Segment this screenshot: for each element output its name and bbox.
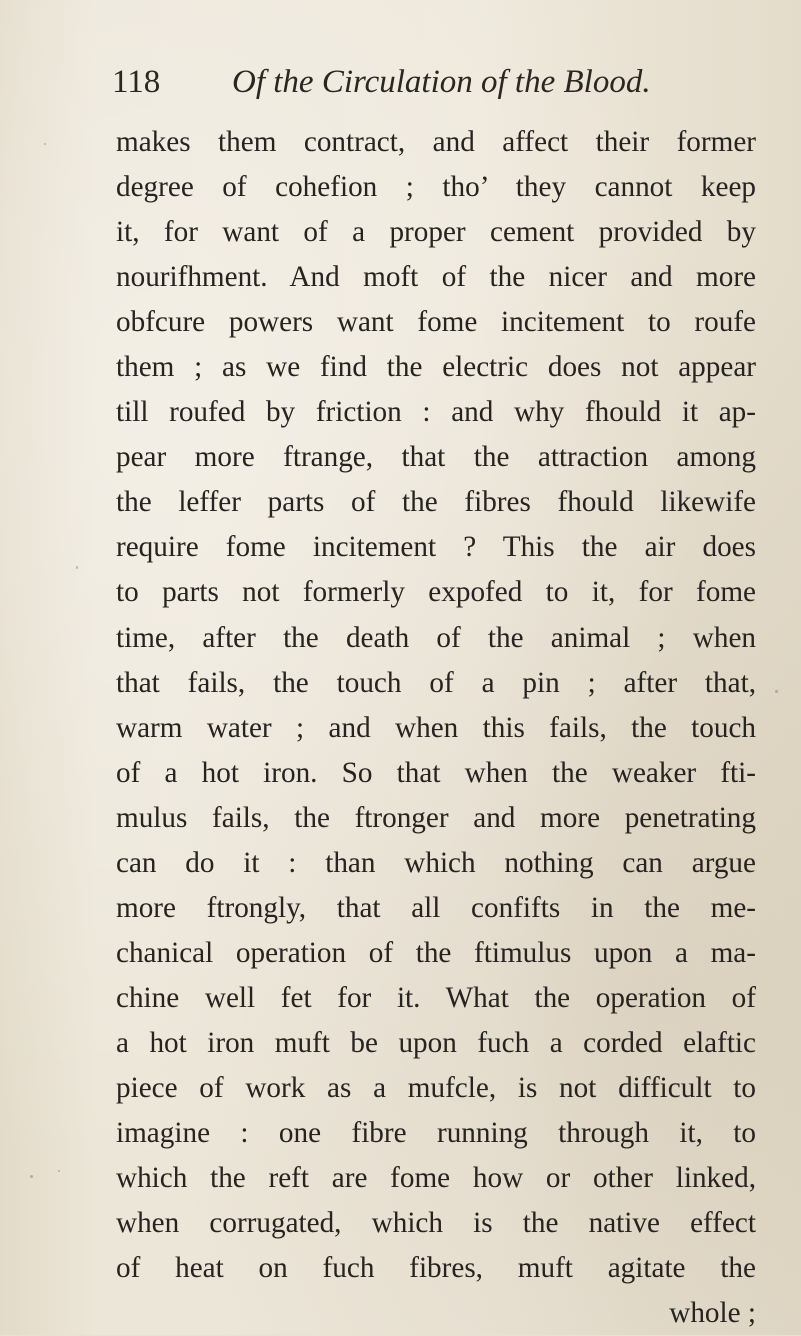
text-line: a hot iron muft be upon fuch a corded elaftic bbox=[116, 1026, 756, 1059]
catchword: whole ; bbox=[669, 1297, 756, 1330]
running-title: Of the Circulation of the Blood. bbox=[232, 64, 651, 100]
text-line: chine well fet for it. What the operation of bbox=[116, 981, 756, 1014]
text-line: to parts not formerly expofed to it, for fome bbox=[116, 576, 756, 609]
text-line: which the reft are fome how or other linked, bbox=[116, 1162, 756, 1195]
text-line: mulus fails, the ftronger and more penetrating bbox=[116, 801, 756, 834]
paper-speck bbox=[775, 690, 778, 693]
text-line: chanical operation of the ftimulus upon a ma- bbox=[116, 936, 756, 969]
text-line: degree of cohefion ; tho’ they cannot keep bbox=[116, 171, 756, 204]
paper-speck bbox=[76, 566, 78, 569]
text-line: can do it : than which nothing can argue bbox=[116, 846, 756, 879]
text-line: warm water ; and when this fails, the touch bbox=[116, 711, 756, 744]
text-line: imagine : one fibre running through it, to bbox=[116, 1117, 756, 1150]
text-line: time, after the death of the animal ; when bbox=[116, 621, 756, 654]
page-header bbox=[112, 64, 752, 114]
paper-speck bbox=[44, 143, 46, 145]
text-line: till roufed by friction : and why fhould it ap- bbox=[116, 396, 756, 429]
text-line: when corrugated, which is the native effect bbox=[116, 1207, 756, 1240]
text-line: of heat on fuch fibres, muft agitate the bbox=[116, 1252, 756, 1285]
page-number: 118 bbox=[112, 64, 161, 100]
text-line: obfcure powers want fome incitement to roufe bbox=[116, 306, 756, 339]
text-line: makes them contract, and affect their former bbox=[116, 126, 756, 158]
text-line: piece of work as a mufcle, is not difficult to bbox=[116, 1071, 756, 1104]
text-line: require fome incitement ? This the air does bbox=[116, 531, 756, 564]
text-line: it, for want of a proper cement provided by bbox=[116, 216, 756, 249]
text-line: of a hot iron. So that when the weaker fti- bbox=[116, 756, 756, 789]
text-line: more ftrongly, that all confifts in the me- bbox=[116, 891, 756, 924]
text-line: pear more ftrange, that the attraction among bbox=[116, 441, 756, 474]
text-line: them ; as we find the electric does not appear bbox=[116, 351, 756, 384]
body-text bbox=[116, 120, 756, 1336]
text-line: nourifhment. And moft of the nicer and more bbox=[116, 261, 756, 294]
text-line: that fails, the touch of a pin ; after that, bbox=[116, 666, 756, 699]
paper-speck bbox=[58, 1170, 60, 1172]
paper-speck bbox=[30, 1175, 33, 1178]
text-line: the leffer parts of the fibres fhould likewife bbox=[116, 486, 756, 519]
